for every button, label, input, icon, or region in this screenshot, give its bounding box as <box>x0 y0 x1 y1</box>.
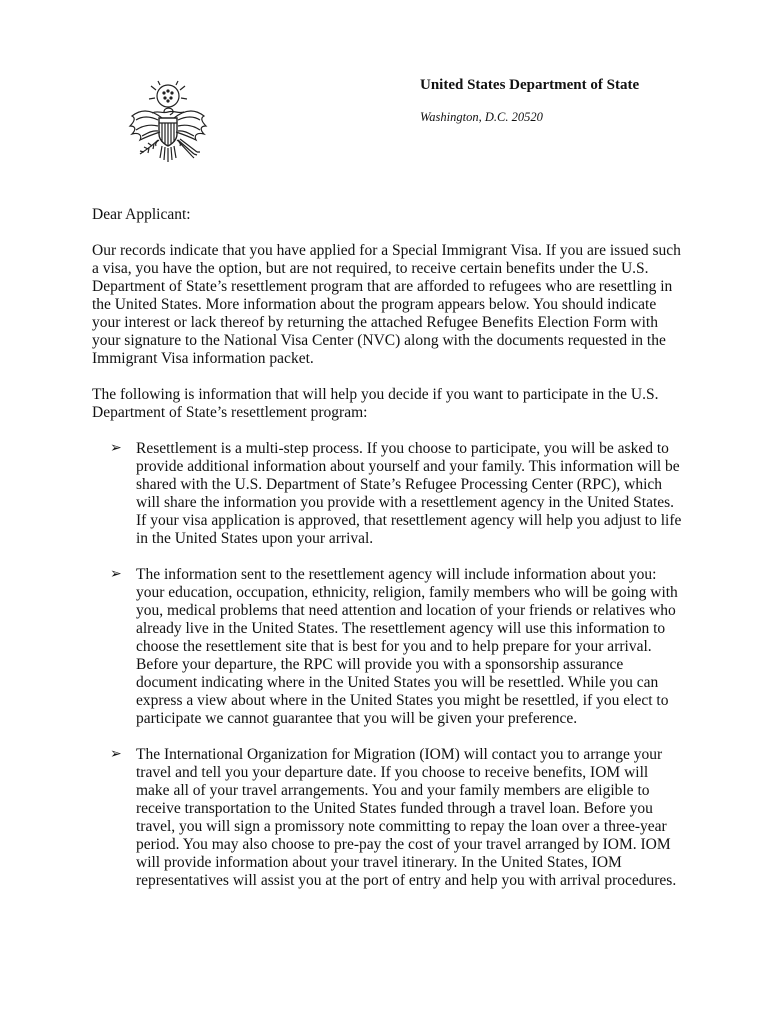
salutation: Dear Applicant: <box>92 206 191 223</box>
bullet-item <box>92 566 684 728</box>
bullet-item <box>92 440 684 548</box>
great-seal-eagle-icon <box>118 80 218 172</box>
paragraph-following-info: The following is information that will help you decide if you want to participate in the U.S. Department of State’s resettlement program: <box>92 386 659 421</box>
bullet-text: Resettlement is a multi-step process. If you choose to participate, you will be asked to provide additional information about yourself and your family. This information will be shared with the U.S. Department of State’s Refugee Processing Center (RPC), which will share the information you provide with a resettlement agency in the United States. If your visa application is approved, that resettlement agency will help you adjust to life in the United States upon your arrival. <box>136 440 682 547</box>
department-name: United States Department of State <box>420 77 640 93</box>
bullet-text: The International Organization for Migration (IOM) will contact you to arrange your travel and tell you your departure date. If you choose to receive benefits, IOM will make all of your travel arrangements. You and your family members are eligible to receive transportation to the United States funded through a travel loan. Before you travel, you will sign a promissory note committing to repay the loan over a three-year period. You may also choose to pre-pay the cost of your travel arranged by IOM. IOM will provide information about your travel itinerary. In the United States, IOM representatives will assist you at the port of entry and help you with arrival procedures. <box>136 746 677 889</box>
paragraph-intro: Our records indicate that you have applied for a Special Immigrant Visa. If you are issued such a visa, you have the option, but are not required, to receive certain benefits under the U.S. Department of State’s resettlement program that are afforded to refugees who are resettling in the United States. More information about the program appears below. You should indicate your interest or lack thereof by returning the attached Refugee Benefits Election Form with your signature to the National Visa Center (NVC) along with the documents requested in the Immigrant Visa information packet. <box>92 242 681 367</box>
arrow-bullet-icon: ➢ <box>110 567 122 582</box>
letterhead <box>420 75 639 125</box>
department-location: Washington, D.C. 20520 <box>420 110 543 124</box>
bullet-text: The information sent to the resettlement agency will include information about you: your education, occupation, ethnicity, religion, family members who will be going with you, medical problems that need attention and location of your friends or relatives who already live in the United States. The resettlement agency will use this information to choose the resettlement site that is best for you and to help prepare for your arrival. Before your departure, the RPC will provide you with a sponsorship assurance document indicating where in the United States you will be resettled. While you can express a view about where in the United States you might be resettled, if you elect to participate we cannot guarantee that you will be given your preference. <box>136 566 678 727</box>
bullet-item <box>92 746 684 890</box>
arrow-bullet-icon: ➢ <box>110 747 122 762</box>
bullet-list <box>92 440 692 908</box>
arrow-bullet-icon: ➢ <box>110 441 122 456</box>
